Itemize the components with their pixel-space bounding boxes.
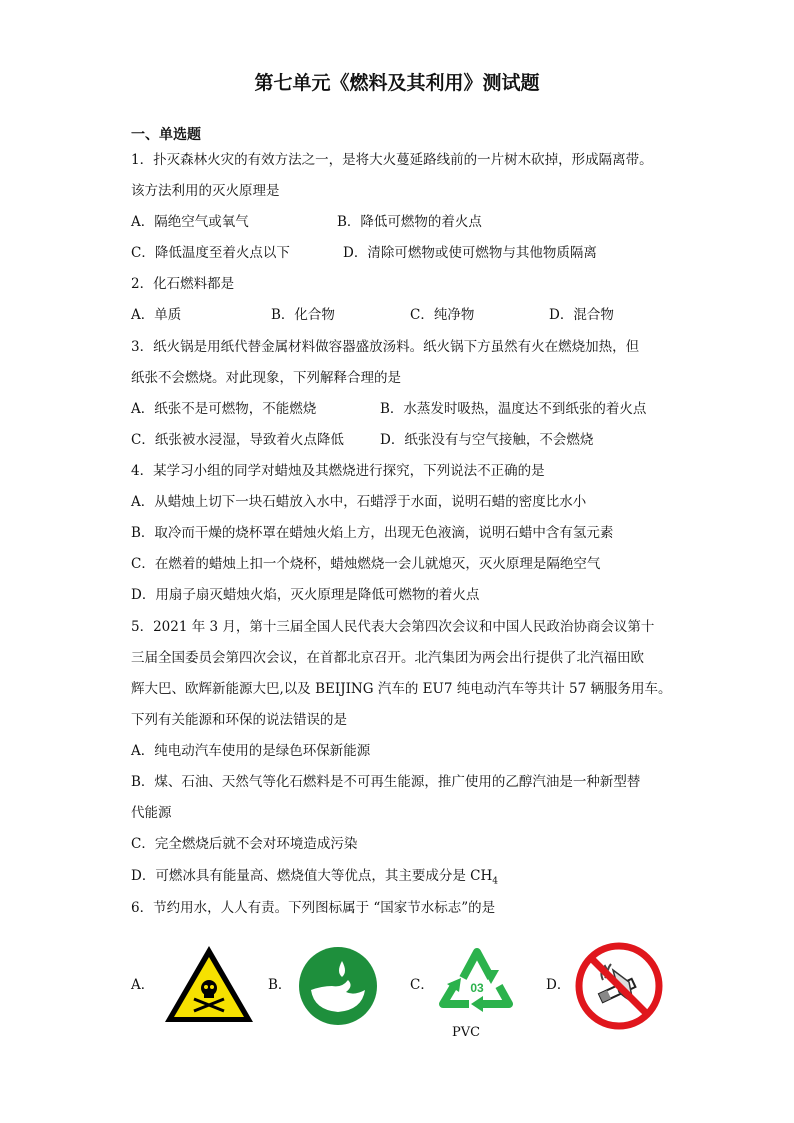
recycle-label: PVC xyxy=(452,1025,481,1040)
question-5-stem-line3: 辉大巴、欧辉新能源大巴,以及 BEIJING 汽车的 EU7 纯电动汽车等共计 57 辆服务用车。 xyxy=(131,681,672,697)
question-4-option-c: C．在燃着的蜡烛上扣一个烧杯，蜡烛燃烧一会儿就熄灭，灭火原理是隔绝空气 xyxy=(131,556,601,572)
question-5-stem-line2: 三届全国委员会第四次会议，在首都北京召开。北汽集团为两会出行提供了北汽福田欧 xyxy=(131,650,644,666)
no-smoking-icon xyxy=(575,942,663,1030)
question-4-option-a: A．从蜡烛上切下一块石蜡放入水中，石蜡浮于水面，说明石蜡的密度比水小 xyxy=(131,494,587,510)
toxic-warning-icon xyxy=(162,943,256,1025)
question-5-option-b-line2: 代能源 xyxy=(131,805,172,821)
recycle-icon xyxy=(433,938,521,1020)
question-5-option-d-subscript: 4 xyxy=(492,876,498,887)
question-1-option-a: A．隔绝空气或氧气 xyxy=(131,214,249,230)
question-3-option-a: A．纸张不是可燃物，不能燃烧 xyxy=(131,401,317,417)
question-2-option-c: C．纯净物 xyxy=(410,307,475,323)
section-heading: 一、单选题 xyxy=(131,127,201,143)
question-5-option-a: A．纯电动汽车使用的是绿色环保新能源 xyxy=(131,743,371,759)
question-3-stem-line1: 3．纸火锅是用纸代替金属材料做容器盛放汤料。纸火锅下方虽然有火在燃烧加热，但 xyxy=(131,339,640,355)
question-1-option-d: D．清除可燃物或使可燃物与其他物质隔离 xyxy=(343,245,597,261)
question-5-option-d xyxy=(131,866,498,892)
water-saving-icon xyxy=(298,946,378,1026)
question-2-stem: 2．化石燃料都是 xyxy=(131,276,235,292)
recycle-code: 03 xyxy=(470,981,484,995)
question-1-option-b: B．降低可燃物的着火点 xyxy=(337,214,482,230)
question-1-stem-line1: 1．扑灭森林火灾的有效方法之一，是将大火蔓延路线前的一片树木砍掉，形成隔离带。 xyxy=(131,152,653,168)
question-6-stem: 6．节约用水，人人有责。下列图标属于 “国家节水标志”的是 xyxy=(131,900,496,916)
page-title: 第七单元《燃料及其利用》测试题 xyxy=(254,72,540,94)
question-3-option-d: D．纸张没有与空气接触，不会燃烧 xyxy=(380,432,594,448)
question-5-option-b-line1: B．煤、石油、天然气等化石燃料是不可再生能源，推广使用的乙醇汽油是一种新型替 xyxy=(131,774,641,790)
question-3-option-b: B．水蒸发时吸热，温度达不到纸张的着火点 xyxy=(380,401,647,417)
question-3-option-c: C．纸张被水浸湿，导致着火点降低 xyxy=(131,432,344,448)
question-4-stem: 4．某学习小组的同学对蜡烛及其燃烧进行探究，下列说法不正确的是 xyxy=(131,463,545,479)
question-4-option-d: D．用扇子扇灭蜡烛火焰，灭火原理是降低可燃物的着火点 xyxy=(131,587,480,603)
question-2-option-a: A．单质 xyxy=(131,307,182,323)
question-5-stem-line1: 5．2021 年 3 月，第十三届全国人民代表大会第四次会议和中国人民政治协商会议第十 xyxy=(131,619,655,635)
question-3-stem-line2: 纸张不会燃烧。对此现象，下列解释合理的是 xyxy=(131,370,401,386)
question-2-option-b: B．化合物 xyxy=(271,307,335,323)
question-5-option-c: C．完全燃烧后就不会对环境造成污染 xyxy=(131,836,358,852)
question-6-option-c-label: C． xyxy=(410,977,434,993)
question-1-option-c: C．降低温度至着火点以下 xyxy=(131,245,290,261)
question-5-option-d-text: D．可燃冰具有能量高、燃烧值大等优点，其主要成分是 CH xyxy=(131,868,493,884)
question-6-option-a-label: A． xyxy=(131,977,155,993)
question-6-option-b-label: B． xyxy=(268,977,292,993)
question-5-stem-line4: 下列有关能源和环保的说法错误的是 xyxy=(131,712,347,728)
question-2-option-d: D．混合物 xyxy=(549,307,614,323)
question-4-option-b: B．取冷而干燥的烧杯罩在蜡烛火焰上方，出现无色液滴，说明石蜡中含有氢元素 xyxy=(131,525,614,541)
question-6-option-d-label: D． xyxy=(546,977,571,993)
question-1-stem-line2: 该方法利用的灭火原理是 xyxy=(131,183,280,199)
